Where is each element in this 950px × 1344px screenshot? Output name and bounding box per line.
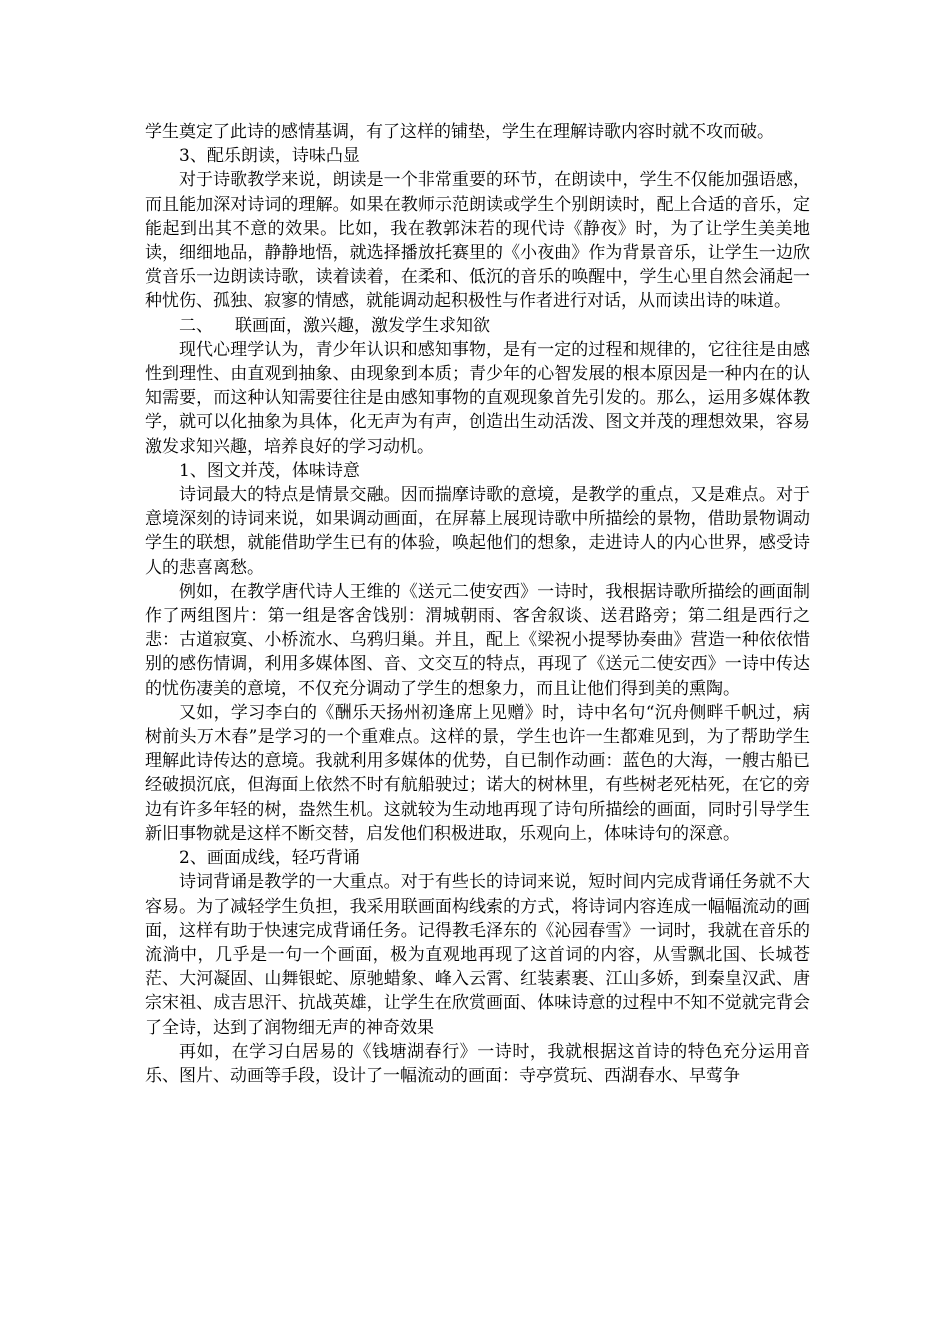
paragraph-psychology: 现代心理学认为，青少年认识和感知事物，是有一定的过程和规律的，它往往是由感性到理性、由直观到抽象、由现象到本质；青少年的心智发展的根本原因是一种内在的认知需要，而这种认知需要往往是由感知事物的直观现象首先引发的。那么，运用多媒体教学，就可以化抽象为具体，化无声为有声，创造出生动活泼、图文并茂的理想效果，容易激发求知兴趣，培养良好的学习动机。 xyxy=(145,339,810,457)
section-number: 二、 xyxy=(179,315,213,336)
paragraph-memorization: 诗词背诵是教学的一大重点。对于有些长的诗词来说，短时间内完成背诵任务就不大容易。为了减轻学生负担，我采用联画面构线索的方式，将诗词内容连成一幅幅流动的画面，这样有助于快速完成背诵任务。记得教毛泽东的《沁园春雪》一词时，我就在音乐的流淌中，几乎是一句一个画面，极为直观地再现了这首词的内容，从雪飘北国、长城苍茫、大河凝固、山舞银蛇、原驰蜡象、峰入云霄、红装素裹、江山多娇，到秦皇汉武、唐宗宋祖、成吉思汗、抗战英雄，让学生在欣赏画面、体味诗意的过程中不知不觉就完背会了全诗，达到了润物细无声的神奇效果 xyxy=(145,872,810,1038)
paragraph-example-baijuyi: 再如，在学习白居易的《钱塘湖春行》一诗时，我就根据这首诗的特色充分运用音乐、图片、动画等手段，设计了一幅流动的画面：寺亭赏玩、西湖春水、早莺争 xyxy=(145,1041,810,1086)
paragraph-recitation: 对于诗歌教学来说，朗读是一个非常重要的环节，在朗读中，学生不仅能加强语感，而且能加深对诗词的理解。如果在教师示范朗读或学生个别朗读时，配上合适的音乐，定能起到出其不意的效果。比如，我在教郭沫若的现代诗《静夜》时，为了让学生美美地读，细细地品，静静地悟，就选择播放托赛里的《小夜曲》作为背景音乐，让学生一边欣赏音乐一边朗读诗歌，读着读着，在柔和、低沉的音乐的唤醒中，学生心里自然会涌起一种忧伤、孤独、寂寥的情感，就能调动起积极性与作者进行对话，从而读出诗的味道。 xyxy=(145,170,810,312)
document-page xyxy=(145,120,810,1088)
paragraph-continuation: 学生奠定了此诗的感情基调，有了这样的铺垫，学生在理解诗歌内容时就不攻而破。 xyxy=(145,122,774,142)
paragraph-poetry-feature: 诗词最大的特点是情景交融。因而揣摩诗歌的意境，是教学的重点，又是难点。对于意境深刻的诗词来说，如果调动画面，在屏幕上展现诗歌中所描绘的景物，借助景物调动学生的联想，就能借助学生已有的体验，唤起他们的想象，走进诗人的内心世界，感受诗人的悲喜离愁。 xyxy=(145,485,810,578)
subheading-recitation-with-music: 3、配乐朗读，诗味凸显 xyxy=(179,146,360,167)
section-heading-two xyxy=(145,314,810,338)
subheading-image-text: 1、图文并茂，体味诗意 xyxy=(179,460,360,481)
section-title: 联画面，激兴趣，激发学生求知欲 xyxy=(235,315,490,336)
paragraph-example-wangwei: 例如，在教学唐代诗人王维的《送元二使安西》一诗时，我根据诗歌所描绘的画面制作了两组图片：第一组是客舍饯别：渭城朝雨、客舍叙谈、送君路旁；第二组是西行之悲：古道寂寞、小桥流水、乌鸦归巢。并且，配上《梁祝小提琴协奏曲》营造一种依依惜别的感伤情调，利用多媒体图、音、文交互的特点，再现了《送元二使安西》一诗中传达的忧伤凄美的意境，不仅充分调动了学生的想象力，而且让他们得到美的熏陶。 xyxy=(145,581,810,699)
paragraph-example-libai: 又如，学习李白的《酬乐天扬州初逢席上见赠》时，诗中名句“沉舟侧畔千帆过，病树前头万木春”是学习的一个重难点。这样的景，学生也许一生都难见到，为了帮助学生理解此诗传达的意境。我就利用多媒体的优势，自已制作动画：蓝色的大海，一艘古船已经破损沉底，但海面上依然不时有航船驶过；诺大的树林里，有些树老死枯死，在它的旁边有许多年轻的树，盎然生机。这就较为生动地再现了诗句所描绘的画面，同时引导学生新旧事物就是这样不断交替，启发他们积极进取，乐观向上，体味诗句的深意。 xyxy=(145,702,810,844)
subheading-memorization: 2、画面成线，轻巧背诵 xyxy=(179,848,360,869)
